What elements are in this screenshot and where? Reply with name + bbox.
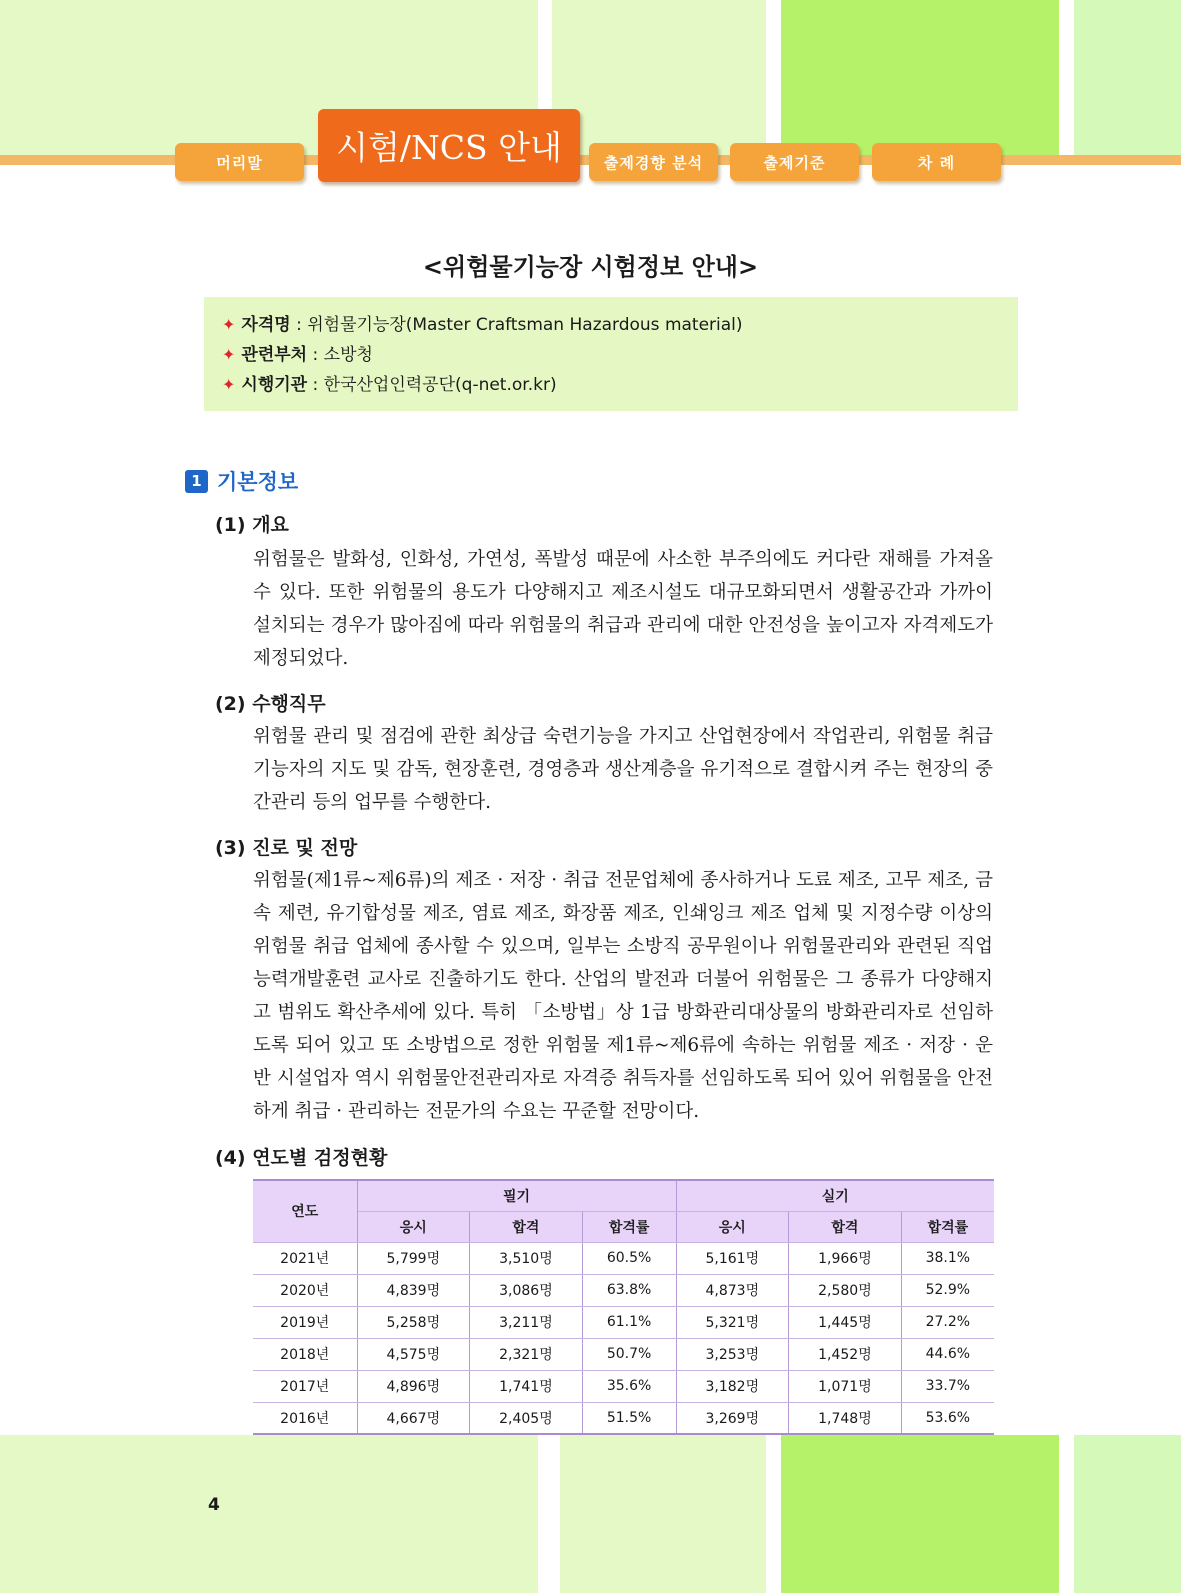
cell-year: 2021년 [253,1242,357,1274]
table-row [253,1402,994,1434]
header-pass-rate: 합격률 [901,1211,994,1242]
info-box [204,297,1018,411]
section-number-badge: 1 [185,470,208,493]
cell: 5,258명 [357,1306,470,1338]
header-practical: 실기 [676,1180,994,1211]
info-row-qualification [222,310,1018,340]
tab-preface[interactable]: 머리말 [175,143,304,181]
paragraph-duties: 위험물 관리 및 점검에 관한 최상급 숙련기능을 가지고 산업현장에서 작업관리, 위험물 취급 기능자의 지도 및 감독, 현장훈련, 경영층과 생산계층을 유기적으로 결합시켜 주는 현장의 중간관리 등의 업무를 수행한다. [253,726,993,813]
subsection-heading-career: (3) 진로 및 전망 [215,837,358,859]
cell: 61.1% [582,1306,676,1338]
subsection-heading-overview: (1) 개요 [215,514,289,536]
section-title: 기본정보 [217,470,299,494]
header-passed: 합격 [789,1211,902,1242]
tab-exam-ncs-guide[interactable]: 시험/NCS 안내 [318,109,580,182]
cell-year: 2016년 [253,1402,357,1434]
cell-year: 2019년 [253,1306,357,1338]
info-label: 관련부처 [241,345,308,365]
paragraph-career: 위험물(제1류~제6류)의 제조 · 저장 · 취급 전문업체에 종사하거나 도료 제조, 고무 제조, 금속 제련, 유기합성물 제조, 염료 제조, 화장품 제조, 인쇄잉크 제조 업체 및 지정수량 이상의 위험물 취급 업체에 종사할 수 있으며, 일부는 소방직 공무원이나 위험물관리와 관련된 직업능력개발훈련 교사로 진출하기도 한다. 산업의 발전과 더불어 위험물은 그 종류가 다양해지고 범위도 확산추세에 있다. 특히 「소방법」상 1급 방화관리대상물의 방화관리자로 선임하도록 되어 있고 또 소방법으로 정한 위험물 제1류~제6류에 속하는 위험물 제조 · 저장 · 운반 시설업자 역시 위험물안전관리자로 자격증 취득자를 선임하도록 되어 있어 위험물을 안전하게 취급 · 관리하는 전문가의 수요는 꾸준할 전망이다. [253,870,993,1122]
paragraph-overview: 위험물은 발화성, 인화성, 가연성, 폭발성 때문에 사소한 부주의에도 커다란 재해를 가져올 수 있다. 또한 위험물의 용도가 다양해지고 제조시설도 대규모화되면서 생활공간과 가까이 설치되는 경우가 많아짐에 따라 위험물의 취급과 관리에 대한 안전성을 높이고자 자격제도가 제정되었다. [253,549,993,669]
cell: 44.6% [901,1338,994,1370]
cell: 27.2% [901,1306,994,1338]
star-bullet-icon: ✦ [222,345,236,364]
cell: 53.6% [901,1402,994,1434]
table-row [253,1370,994,1402]
info-row-ministry [222,340,1018,370]
bottom-deco-block-4 [1074,1435,1181,1593]
cell: 3,182명 [676,1370,789,1402]
cell: 1,741명 [470,1370,583,1402]
info-label: 자격명 [241,315,291,335]
cell: 1,071명 [789,1370,902,1402]
section-heading [185,466,298,496]
cell: 51.5% [582,1402,676,1434]
bottom-deco-block-1 [0,1435,538,1593]
bottom-deco-block-2 [560,1435,766,1593]
cell: 3,086명 [470,1274,583,1306]
cell-year: 2017년 [253,1370,357,1402]
cell: 1,452명 [789,1338,902,1370]
cell: 3,269명 [676,1402,789,1434]
subsection-heading-yearly-stats: (4) 연도별 검정현황 [215,1147,388,1169]
star-bullet-icon: ✦ [222,375,236,394]
info-value: : 위험물기능장(Master Craftsman Hazardous material) [290,315,743,335]
cell: 3,211명 [470,1306,583,1338]
cell: 5,161명 [676,1242,789,1274]
subsection-heading-duties: (2) 수행직무 [215,693,326,715]
cell: 52.9% [901,1274,994,1306]
cell: 4,873명 [676,1274,789,1306]
info-row-agency [222,370,1018,400]
yearly-stats-table [253,1179,994,1435]
cell: 4,667명 [357,1402,470,1434]
table-row [253,1338,994,1370]
cell: 5,321명 [676,1306,789,1338]
star-bullet-icon: ✦ [222,315,236,334]
header-passed: 합격 [470,1211,583,1242]
table-row [253,1306,994,1338]
top-deco-block-4 [1074,0,1181,156]
tab-exam-criteria[interactable]: 출제기준 [730,143,859,181]
table-subheader-row [253,1211,994,1242]
table-header-row [253,1180,994,1211]
cell: 4,575명 [357,1338,470,1370]
cell: 3,253명 [676,1338,789,1370]
table-row [253,1274,994,1306]
info-label: 시행기관 [241,375,308,395]
cell-year: 2020년 [253,1274,357,1306]
cell: 1,748명 [789,1402,902,1434]
tab-contents[interactable]: 차 례 [872,143,1001,181]
cell: 63.8% [582,1274,676,1306]
cell: 60.5% [582,1242,676,1274]
cell: 2,321명 [470,1338,583,1370]
page-number: 4 [208,1495,220,1515]
cell: 35.6% [582,1370,676,1402]
top-deco-block-3 [781,0,1059,156]
tab-trend-analysis[interactable]: 출제경향 분석 [589,143,718,181]
cell: 50.7% [582,1338,676,1370]
cell: 38.1% [901,1242,994,1274]
header-pass-rate: 합격률 [582,1211,676,1242]
cell: 3,510명 [470,1242,583,1274]
cell: 1,966명 [789,1242,902,1274]
header-applicants: 응시 [357,1211,470,1242]
bottom-deco-block-3 [781,1435,1059,1593]
cell: 4,839명 [357,1274,470,1306]
cell: 2,580명 [789,1274,902,1306]
cell: 33.7% [901,1370,994,1402]
info-value: : 한국산업인력공단(q-net.or.kr) [307,375,557,395]
cell: 1,445명 [789,1306,902,1338]
header-applicants: 응시 [676,1211,789,1242]
cell-year: 2018년 [253,1338,357,1370]
table-row [253,1242,994,1274]
cell: 4,896명 [357,1370,470,1402]
cell: 2,405명 [470,1402,583,1434]
header-written: 필기 [357,1180,676,1211]
cell: 5,799명 [357,1242,470,1274]
document-title: <위험물기능장 시험정보 안내> [422,253,759,281]
info-value: : 소방청 [307,345,373,365]
top-deco-block-2 [552,0,766,156]
header-year: 연도 [253,1180,357,1242]
